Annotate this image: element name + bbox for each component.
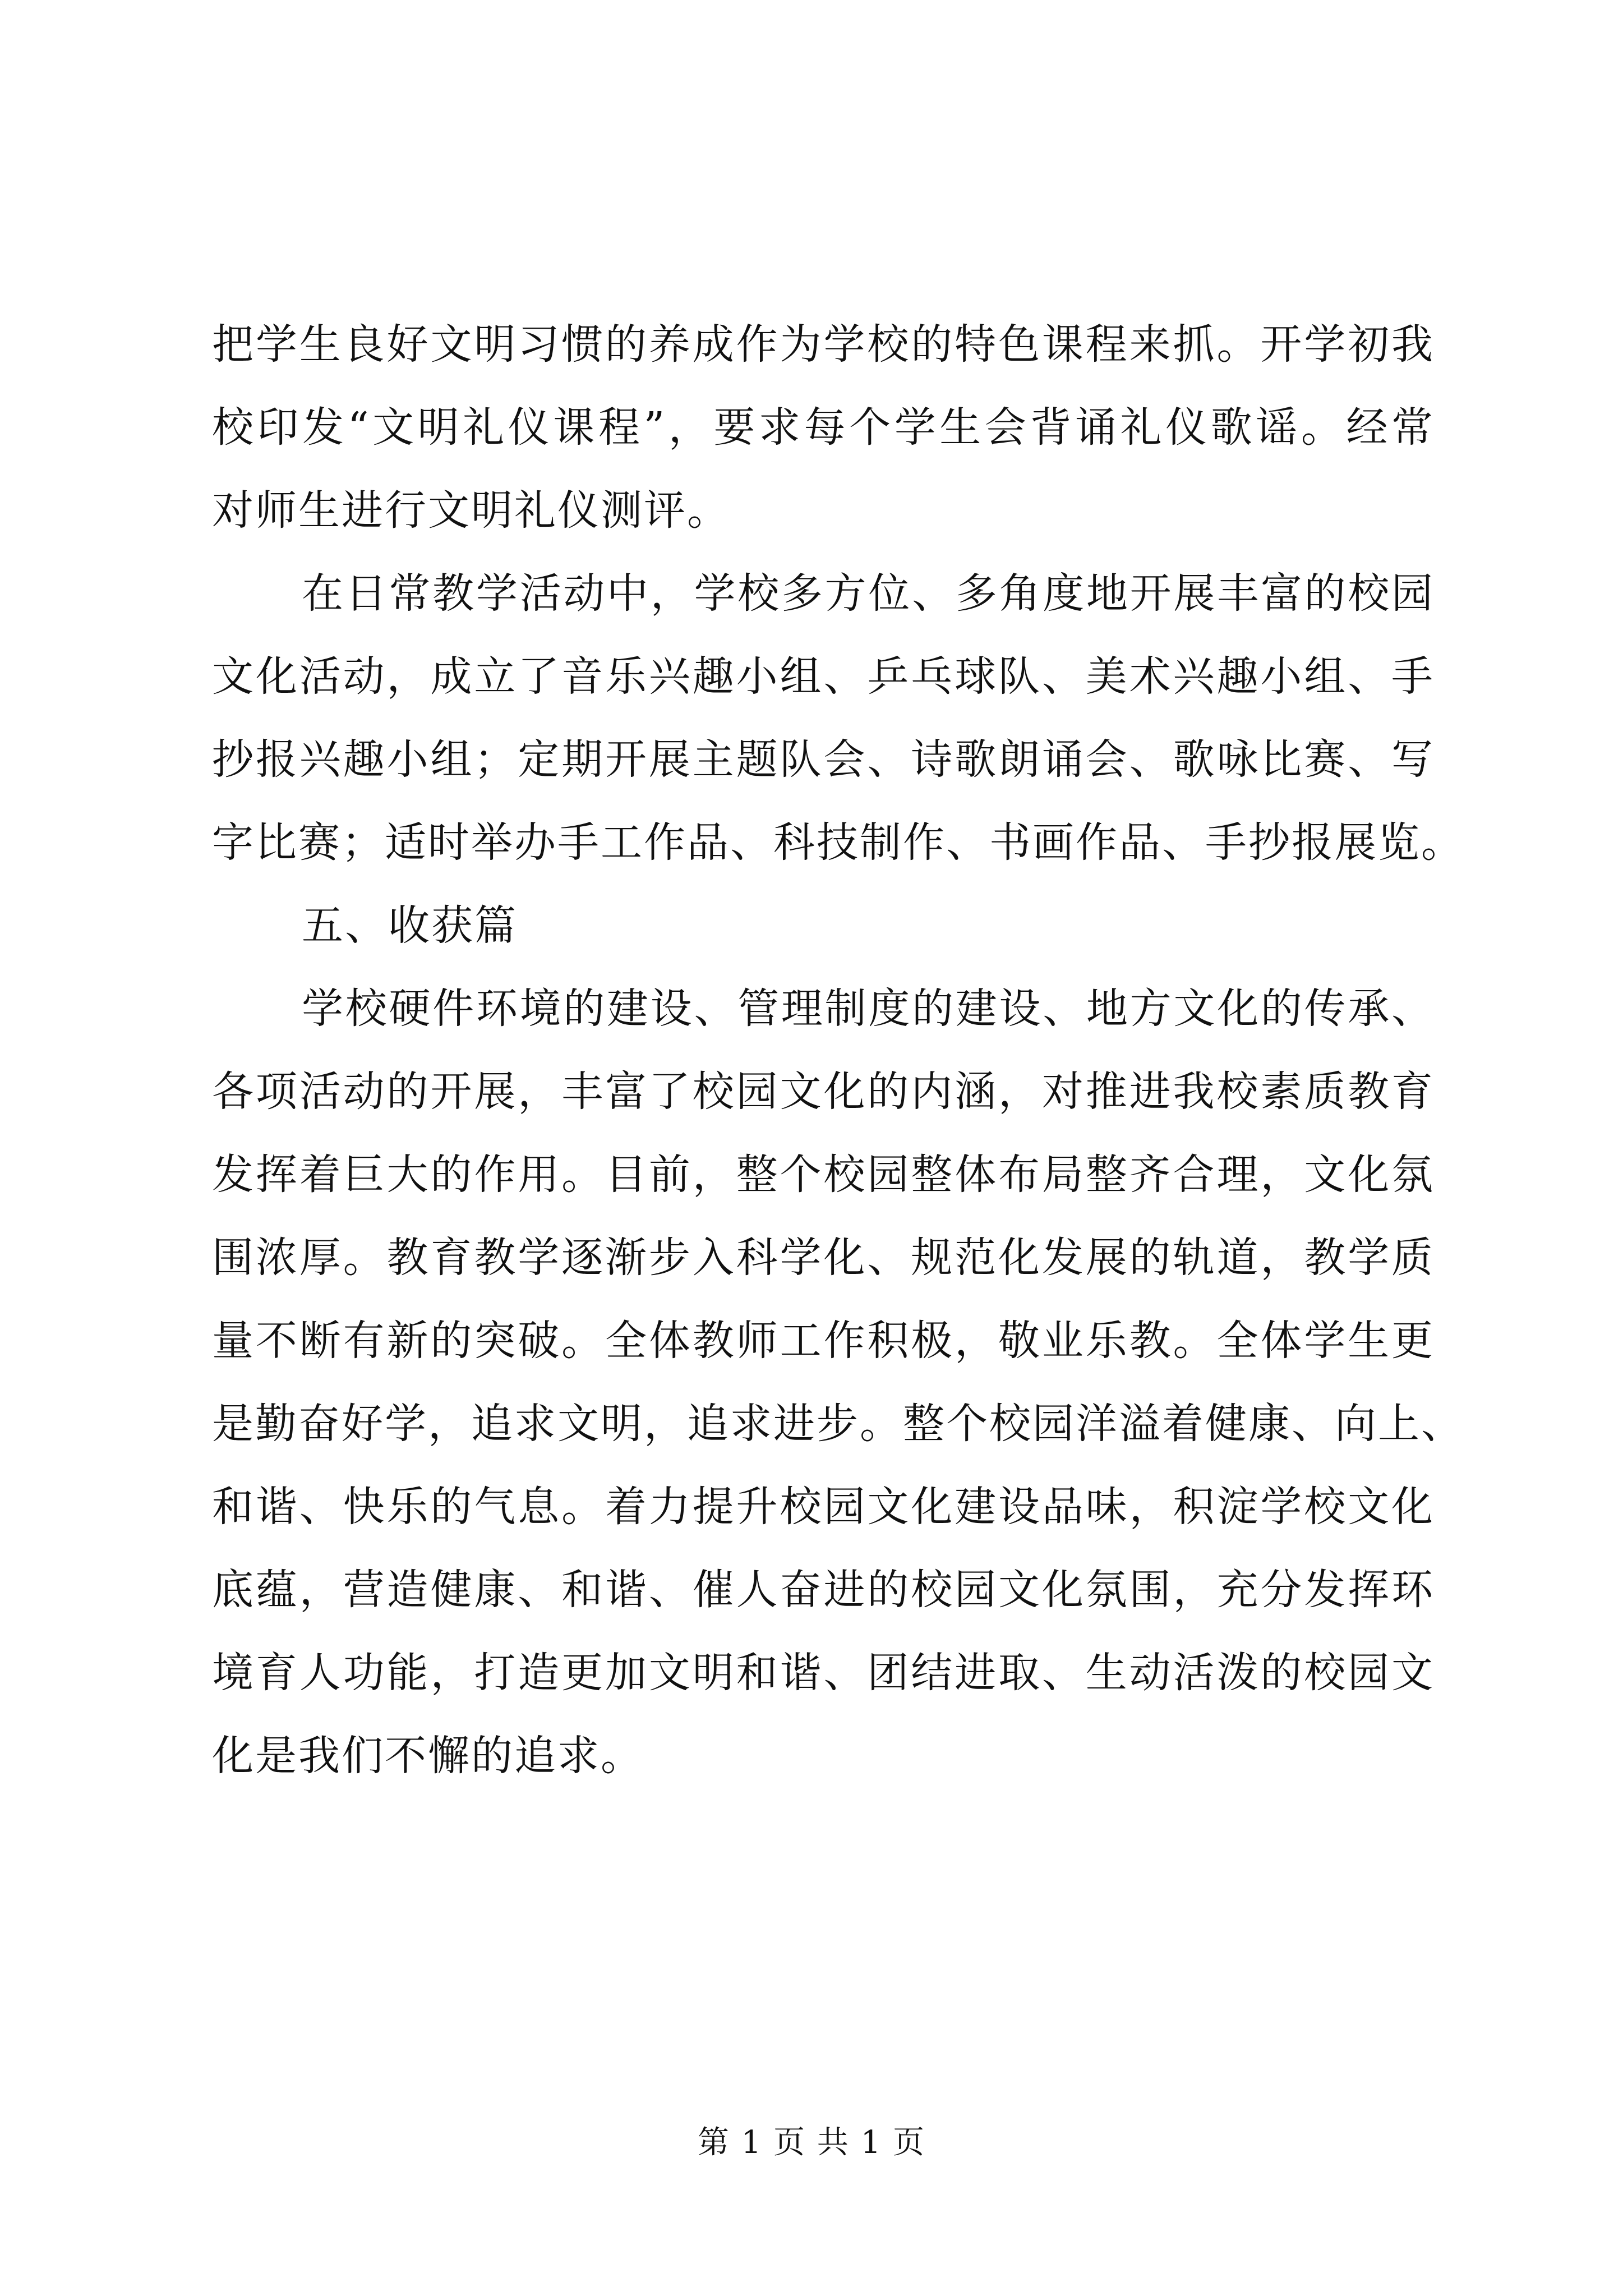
document-body [212,303,1464,1797]
text-line: 文化活动，成立了音乐兴趣小组、乒乓球队、美术兴趣小组、手 [212,652,1435,701]
text-line: 底蕴，营造健康、和谐、催人奋进的校园文化氛围，充分发挥环 [212,1566,1435,1614]
text-line: 发挥着巨大的作用。目前，整个校园整体布局整齐合理，文化氛 [212,1151,1435,1199]
text-line: 校印发“文明礼仪课程”，要求每个学生会背诵礼仪歌谣。经常 [212,403,1435,452]
text-line: 字比赛；适时举办手工作品、科技制作、书画作品、手抄报展览。 [212,818,1464,867]
text-line: 对师生进行文明礼仪测评。 [212,486,730,535]
text-line: 化是我们不懈的追求。 [212,1732,644,1780]
page-number-footer: 第 1 页 共 1 页 [697,2124,926,2161]
section-heading: 五、收获篇 [302,901,518,950]
text-line: 是勤奋好学，追求文明，追求进步。整个校园洋溢着健康、向上、 [212,1400,1464,1448]
text-line: 境育人功能，打造更加文明和谐、团结进取、生动活泼的校园文 [212,1649,1435,1697]
paragraph-first-line: 在日常教学活动中，学校多方位、多角度地开展丰富的校园 [302,569,1435,618]
paragraph-first-line: 学校硬件环境的建设、管理制度的建设、地方文化的传承、 [302,984,1435,1033]
text-line: 各项活动的开展，丰富了校园文化的内涵，对推进我校素质教育 [212,1068,1435,1116]
text-line: 抄报兴趣小组；定期开展主题队会、诗歌朗诵会、歌咏比赛、写 [212,735,1435,784]
text-line: 把学生良好文明习惯的养成作为学校的特色课程来抓。开学初我 [212,320,1435,369]
text-line: 围浓厚。教育教学逐渐步入科学化、规范化发展的轨道，教学质 [212,1234,1435,1282]
text-line: 量不断有新的突破。全体教师工作积极，敬业乐教。全体学生更 [212,1317,1435,1365]
text-line: 和谐、快乐的气息。着力提升校园文化建设品味，积淀学校文化 [212,1483,1435,1531]
